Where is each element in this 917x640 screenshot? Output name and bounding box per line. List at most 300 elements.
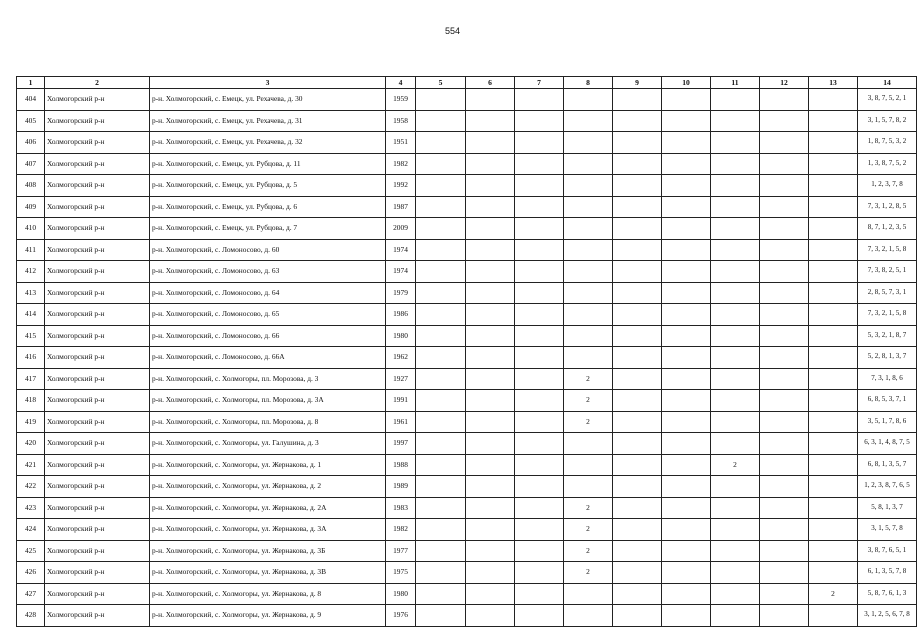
address-cell: р-н. Холмогорский, с. Емецк, ул. Рубцова, д. 11 xyxy=(150,153,386,175)
column-7-cell xyxy=(515,153,564,175)
column-10-cell xyxy=(662,175,711,197)
year-cell: 1958 xyxy=(386,110,416,132)
address-cell: р-н. Холмогорский, с. Емецк, ул. Рубцова, д. 6 xyxy=(150,196,386,218)
district-cell: Холмогорский р-н xyxy=(45,411,150,433)
column-header: 7 xyxy=(515,77,564,89)
column-13-cell xyxy=(809,411,858,433)
column-header: 4 xyxy=(386,77,416,89)
address-cell: р-н. Холмогорский, с. Ломоносово, д. 65 xyxy=(150,304,386,326)
column-14-cell: 5, 2, 8, 1, 3, 7 xyxy=(858,347,917,369)
column-5-cell xyxy=(416,497,466,519)
column-11-cell xyxy=(711,540,760,562)
column-5-cell xyxy=(416,196,466,218)
column-5-cell xyxy=(416,562,466,584)
column-11-cell xyxy=(711,519,760,541)
column-12-cell xyxy=(760,325,809,347)
column-11-cell xyxy=(711,583,760,605)
column-13-cell xyxy=(809,562,858,584)
column-6-cell xyxy=(466,110,515,132)
row-number-cell: 411 xyxy=(17,239,45,261)
address-cell: р-н. Холмогорский, с. Холмогоры, ул. Жернакова, д. 9 xyxy=(150,605,386,627)
column-14-cell: 5, 3, 2, 1, 8, 7 xyxy=(858,325,917,347)
column-7-cell xyxy=(515,583,564,605)
column-8-cell xyxy=(564,304,613,326)
column-6-cell xyxy=(466,605,515,627)
row-number-cell: 410 xyxy=(17,218,45,240)
column-7-cell xyxy=(515,89,564,111)
column-9-cell xyxy=(613,218,662,240)
column-5-cell xyxy=(416,175,466,197)
column-11-cell xyxy=(711,261,760,283)
column-header: 11 xyxy=(711,77,760,89)
column-8-cell xyxy=(564,196,613,218)
year-cell: 1974 xyxy=(386,261,416,283)
table-row xyxy=(17,153,917,175)
column-header: 5 xyxy=(416,77,466,89)
row-number-cell: 420 xyxy=(17,433,45,455)
year-cell: 1989 xyxy=(386,476,416,498)
column-6-cell xyxy=(466,132,515,154)
column-12-cell xyxy=(760,368,809,390)
table-row xyxy=(17,196,917,218)
column-5-cell xyxy=(416,282,466,304)
column-10-cell xyxy=(662,476,711,498)
column-12-cell xyxy=(760,519,809,541)
district-cell: Холмогорский р-н xyxy=(45,368,150,390)
district-cell: Холмогорский р-н xyxy=(45,454,150,476)
column-5-cell xyxy=(416,89,466,111)
column-8-cell xyxy=(564,239,613,261)
column-14-cell: 2, 8, 5, 7, 3, 1 xyxy=(858,282,917,304)
column-9-cell xyxy=(613,153,662,175)
column-5-cell xyxy=(416,605,466,627)
column-5-cell xyxy=(416,519,466,541)
address-cell: р-н. Холмогорский, с. Емецк, ул. Рехачева, д. 30 xyxy=(150,89,386,111)
column-9-cell xyxy=(613,261,662,283)
table-row xyxy=(17,390,917,412)
column-10-cell xyxy=(662,583,711,605)
column-8-cell xyxy=(564,325,613,347)
column-11-cell xyxy=(711,433,760,455)
column-11-cell xyxy=(711,562,760,584)
district-cell: Холмогорский р-н xyxy=(45,196,150,218)
column-13-cell xyxy=(809,218,858,240)
column-6-cell xyxy=(466,347,515,369)
column-7-cell xyxy=(515,476,564,498)
column-header: 2 xyxy=(45,77,150,89)
column-12-cell xyxy=(760,433,809,455)
column-11-cell xyxy=(711,89,760,111)
column-8-cell xyxy=(564,433,613,455)
column-7-cell xyxy=(515,110,564,132)
district-cell: Холмогорский р-н xyxy=(45,304,150,326)
table-row xyxy=(17,347,917,369)
column-7-cell xyxy=(515,540,564,562)
district-cell: Холмогорский р-н xyxy=(45,433,150,455)
column-12-cell xyxy=(760,497,809,519)
table-row xyxy=(17,132,917,154)
column-14-cell: 6, 1, 3, 5, 7, 8 xyxy=(858,562,917,584)
column-12-cell xyxy=(760,282,809,304)
district-cell: Холмогорский р-н xyxy=(45,153,150,175)
table-row xyxy=(17,304,917,326)
row-number-cell: 427 xyxy=(17,583,45,605)
table-row xyxy=(17,519,917,541)
column-14-cell: 5, 8, 7, 6, 1, 3 xyxy=(858,583,917,605)
column-6-cell xyxy=(466,282,515,304)
year-cell: 2009 xyxy=(386,218,416,240)
year-cell: 1977 xyxy=(386,540,416,562)
column-6-cell xyxy=(466,239,515,261)
district-cell: Холмогорский р-н xyxy=(45,239,150,261)
district-cell: Холмогорский р-н xyxy=(45,218,150,240)
address-cell: р-н. Холмогорский, с. Холмогоры, ул. Жернакова, д. 2 xyxy=(150,476,386,498)
column-11-cell xyxy=(711,175,760,197)
column-5-cell xyxy=(416,433,466,455)
column-13-cell xyxy=(809,89,858,111)
column-9-cell xyxy=(613,583,662,605)
district-cell: Холмогорский р-н xyxy=(45,583,150,605)
district-cell: Холмогорский р-н xyxy=(45,325,150,347)
column-11-cell xyxy=(711,605,760,627)
column-8-cell xyxy=(564,110,613,132)
address-cell: р-н. Холмогорский, с. Холмогоры, ул. Жернакова, д. 3В xyxy=(150,562,386,584)
column-7-cell xyxy=(515,497,564,519)
column-6-cell xyxy=(466,540,515,562)
column-8-cell xyxy=(564,261,613,283)
column-9-cell xyxy=(613,132,662,154)
column-9-cell xyxy=(613,325,662,347)
column-13-cell xyxy=(809,196,858,218)
column-12-cell xyxy=(760,239,809,261)
column-header: 8 xyxy=(564,77,613,89)
address-cell: р-н. Холмогорский, с. Емецк, ул. Рехачева, д. 32 xyxy=(150,132,386,154)
column-5-cell xyxy=(416,454,466,476)
column-6-cell xyxy=(466,497,515,519)
column-5-cell xyxy=(416,347,466,369)
column-12-cell xyxy=(760,540,809,562)
column-6-cell xyxy=(466,519,515,541)
table-row xyxy=(17,454,917,476)
column-14-cell: 6, 8, 5, 3, 7, 1 xyxy=(858,390,917,412)
column-7-cell xyxy=(515,304,564,326)
column-10-cell xyxy=(662,562,711,584)
column-11-cell: 2 xyxy=(711,454,760,476)
column-9-cell xyxy=(613,282,662,304)
column-8-cell xyxy=(564,583,613,605)
column-14-cell: 3, 5, 1, 7, 8, 6 xyxy=(858,411,917,433)
row-number-cell: 412 xyxy=(17,261,45,283)
column-9-cell xyxy=(613,304,662,326)
column-6-cell xyxy=(466,89,515,111)
column-5-cell xyxy=(416,261,466,283)
column-8-cell: 2 xyxy=(564,519,613,541)
address-cell: р-н. Холмогорский, с. Ломоносово, д. 63 xyxy=(150,261,386,283)
column-13-cell xyxy=(809,239,858,261)
column-6-cell xyxy=(466,218,515,240)
column-9-cell xyxy=(613,347,662,369)
column-8-cell xyxy=(564,454,613,476)
table-row xyxy=(17,368,917,390)
table-row xyxy=(17,605,917,627)
column-8-cell: 2 xyxy=(564,411,613,433)
column-7-cell xyxy=(515,562,564,584)
column-9-cell xyxy=(613,239,662,261)
column-7-cell xyxy=(515,368,564,390)
table-row xyxy=(17,497,917,519)
column-7-cell xyxy=(515,132,564,154)
column-header: 14 xyxy=(858,77,917,89)
column-14-cell: 3, 1, 5, 7, 8, 2 xyxy=(858,110,917,132)
column-12-cell xyxy=(760,175,809,197)
column-12-cell xyxy=(760,261,809,283)
column-9-cell xyxy=(613,454,662,476)
column-13-cell xyxy=(809,347,858,369)
column-header: 13 xyxy=(809,77,858,89)
district-cell: Холмогорский р-н xyxy=(45,562,150,584)
address-cell: р-н. Холмогорский, с. Холмогоры, пл. Морозова, д. 3 xyxy=(150,368,386,390)
column-9-cell xyxy=(613,540,662,562)
district-cell: Холмогорский р-н xyxy=(45,110,150,132)
year-cell: 1988 xyxy=(386,454,416,476)
column-14-cell: 1, 8, 7, 5, 3, 2 xyxy=(858,132,917,154)
row-number-cell: 424 xyxy=(17,519,45,541)
data-table xyxy=(16,76,917,627)
row-number-cell: 405 xyxy=(17,110,45,132)
column-5-cell xyxy=(416,239,466,261)
column-7-cell xyxy=(515,390,564,412)
column-7-cell xyxy=(515,175,564,197)
row-number-cell: 407 xyxy=(17,153,45,175)
column-9-cell xyxy=(613,476,662,498)
table-row xyxy=(17,476,917,498)
address-cell: р-н. Холмогорский, с. Холмогоры, ул. Жернакова, д. 8 xyxy=(150,583,386,605)
column-header: 12 xyxy=(760,77,809,89)
district-cell: Холмогорский р-н xyxy=(45,605,150,627)
column-5-cell xyxy=(416,218,466,240)
column-13-cell xyxy=(809,605,858,627)
year-cell: 1976 xyxy=(386,605,416,627)
column-14-cell: 5, 8, 1, 3, 7 xyxy=(858,497,917,519)
column-12-cell xyxy=(760,132,809,154)
column-10-cell xyxy=(662,196,711,218)
column-13-cell xyxy=(809,390,858,412)
year-cell: 1975 xyxy=(386,562,416,584)
address-cell: р-н. Холмогорский, с. Холмогоры, ул. Жернакова, д. 1 xyxy=(150,454,386,476)
column-8-cell: 2 xyxy=(564,368,613,390)
page-number: 554 xyxy=(444,26,461,36)
column-8-cell xyxy=(564,153,613,175)
column-11-cell xyxy=(711,325,760,347)
column-11-cell xyxy=(711,497,760,519)
year-cell: 1927 xyxy=(386,368,416,390)
column-8-cell: 2 xyxy=(564,497,613,519)
data-table-container xyxy=(16,76,910,636)
column-6-cell xyxy=(466,583,515,605)
column-13-cell xyxy=(809,132,858,154)
column-6-cell xyxy=(466,454,515,476)
year-cell: 1974 xyxy=(386,239,416,261)
address-cell: р-н. Холмогорский, с. Холмогоры, ул. Жернакова, д. 3А xyxy=(150,519,386,541)
column-6-cell xyxy=(466,390,515,412)
column-14-cell: 3, 1, 2, 5, 6, 7, 8 xyxy=(858,605,917,627)
address-cell: р-н. Холмогорский, с. Холмогоры, ул. Жернакова, д. 2А xyxy=(150,497,386,519)
column-12-cell xyxy=(760,347,809,369)
column-8-cell xyxy=(564,175,613,197)
table-row xyxy=(17,562,917,584)
column-5-cell xyxy=(416,411,466,433)
column-14-cell: 1, 2, 3, 8, 7, 6, 5 xyxy=(858,476,917,498)
column-11-cell xyxy=(711,368,760,390)
column-6-cell xyxy=(466,175,515,197)
column-8-cell: 2 xyxy=(564,390,613,412)
column-10-cell xyxy=(662,218,711,240)
table-row xyxy=(17,175,917,197)
column-13-cell xyxy=(809,325,858,347)
column-8-cell: 2 xyxy=(564,540,613,562)
row-number-cell: 416 xyxy=(17,347,45,369)
column-14-cell: 7, 3, 2, 1, 5, 8 xyxy=(858,304,917,326)
column-5-cell xyxy=(416,110,466,132)
address-cell: р-н. Холмогорский, с. Холмогоры, ул. Жернакова, д. 3Б xyxy=(150,540,386,562)
column-9-cell xyxy=(613,433,662,455)
column-7-cell xyxy=(515,261,564,283)
column-5-cell xyxy=(416,304,466,326)
address-cell: р-н. Холмогорский, с. Холмогоры, ул. Галушина, д. 3 xyxy=(150,433,386,455)
column-8-cell xyxy=(564,347,613,369)
row-number-cell: 404 xyxy=(17,89,45,111)
column-14-cell: 7, 3, 1, 2, 8, 5 xyxy=(858,196,917,218)
column-10-cell xyxy=(662,411,711,433)
column-6-cell xyxy=(466,476,515,498)
address-cell: р-н. Холмогорский, с. Холмогоры, пл. Морозова, д. 3А xyxy=(150,390,386,412)
column-6-cell xyxy=(466,304,515,326)
column-11-cell xyxy=(711,218,760,240)
column-8-cell xyxy=(564,218,613,240)
column-13-cell xyxy=(809,110,858,132)
column-12-cell xyxy=(760,304,809,326)
column-13-cell xyxy=(809,454,858,476)
column-8-cell: 2 xyxy=(564,562,613,584)
column-14-cell: 1, 2, 3, 7, 8 xyxy=(858,175,917,197)
year-cell: 1961 xyxy=(386,411,416,433)
column-13-cell xyxy=(809,497,858,519)
year-cell: 1982 xyxy=(386,153,416,175)
column-9-cell xyxy=(613,562,662,584)
district-cell: Холмогорский р-н xyxy=(45,89,150,111)
column-14-cell: 1, 3, 8, 7, 5, 2 xyxy=(858,153,917,175)
column-9-cell xyxy=(613,411,662,433)
column-7-cell xyxy=(515,239,564,261)
column-9-cell xyxy=(613,110,662,132)
district-cell: Холмогорский р-н xyxy=(45,282,150,304)
column-header: 3 xyxy=(150,77,386,89)
district-cell: Холмогорский р-н xyxy=(45,261,150,283)
column-7-cell xyxy=(515,196,564,218)
row-number-cell: 418 xyxy=(17,390,45,412)
row-number-cell: 426 xyxy=(17,562,45,584)
table-row xyxy=(17,239,917,261)
column-10-cell xyxy=(662,540,711,562)
year-cell: 1983 xyxy=(386,497,416,519)
column-6-cell xyxy=(466,325,515,347)
column-7-cell xyxy=(515,433,564,455)
column-7-cell xyxy=(515,218,564,240)
column-12-cell xyxy=(760,411,809,433)
table-row xyxy=(17,583,917,605)
column-11-cell xyxy=(711,347,760,369)
column-5-cell xyxy=(416,325,466,347)
row-number-cell: 428 xyxy=(17,605,45,627)
column-11-cell xyxy=(711,132,760,154)
column-10-cell xyxy=(662,110,711,132)
column-5-cell xyxy=(416,132,466,154)
column-10-cell xyxy=(662,132,711,154)
column-6-cell xyxy=(466,261,515,283)
column-10-cell xyxy=(662,519,711,541)
column-header: 9 xyxy=(613,77,662,89)
column-12-cell xyxy=(760,454,809,476)
column-5-cell xyxy=(416,153,466,175)
column-12-cell xyxy=(760,476,809,498)
column-13-cell xyxy=(809,368,858,390)
column-header: 10 xyxy=(662,77,711,89)
district-cell: Холмогорский р-н xyxy=(45,497,150,519)
year-cell: 1997 xyxy=(386,433,416,455)
column-11-cell xyxy=(711,282,760,304)
column-10-cell xyxy=(662,153,711,175)
row-number-cell: 419 xyxy=(17,411,45,433)
column-13-cell xyxy=(809,476,858,498)
column-8-cell xyxy=(564,132,613,154)
year-cell: 1951 xyxy=(386,132,416,154)
column-13-cell xyxy=(809,519,858,541)
column-13-cell xyxy=(809,175,858,197)
district-cell: Холмогорский р-н xyxy=(45,519,150,541)
column-7-cell xyxy=(515,411,564,433)
district-cell: Холмогорский р-н xyxy=(45,540,150,562)
row-number-cell: 408 xyxy=(17,175,45,197)
column-14-cell: 8, 7, 1, 2, 3, 5 xyxy=(858,218,917,240)
column-10-cell xyxy=(662,390,711,412)
column-8-cell xyxy=(564,476,613,498)
column-9-cell xyxy=(613,368,662,390)
column-7-cell xyxy=(515,605,564,627)
column-5-cell xyxy=(416,583,466,605)
table-row xyxy=(17,218,917,240)
column-14-cell: 6, 3, 1, 4, 8, 7, 5 xyxy=(858,433,917,455)
row-number-cell: 422 xyxy=(17,476,45,498)
address-cell: р-н. Холмогорский, с. Емецк, ул. Рубцова, д. 7 xyxy=(150,218,386,240)
column-header: 1 xyxy=(17,77,45,89)
column-11-cell xyxy=(711,390,760,412)
table-row xyxy=(17,261,917,283)
table-row xyxy=(17,433,917,455)
column-13-cell xyxy=(809,261,858,283)
column-7-cell xyxy=(515,347,564,369)
column-13-cell xyxy=(809,282,858,304)
year-cell: 1979 xyxy=(386,282,416,304)
row-number-cell: 415 xyxy=(17,325,45,347)
column-8-cell xyxy=(564,282,613,304)
column-7-cell xyxy=(515,454,564,476)
column-7-cell xyxy=(515,519,564,541)
row-number-cell: 423 xyxy=(17,497,45,519)
column-14-cell: 7, 3, 1, 8, 6 xyxy=(858,368,917,390)
district-cell: Холмогорский р-н xyxy=(45,132,150,154)
column-9-cell xyxy=(613,497,662,519)
column-10-cell xyxy=(662,282,711,304)
